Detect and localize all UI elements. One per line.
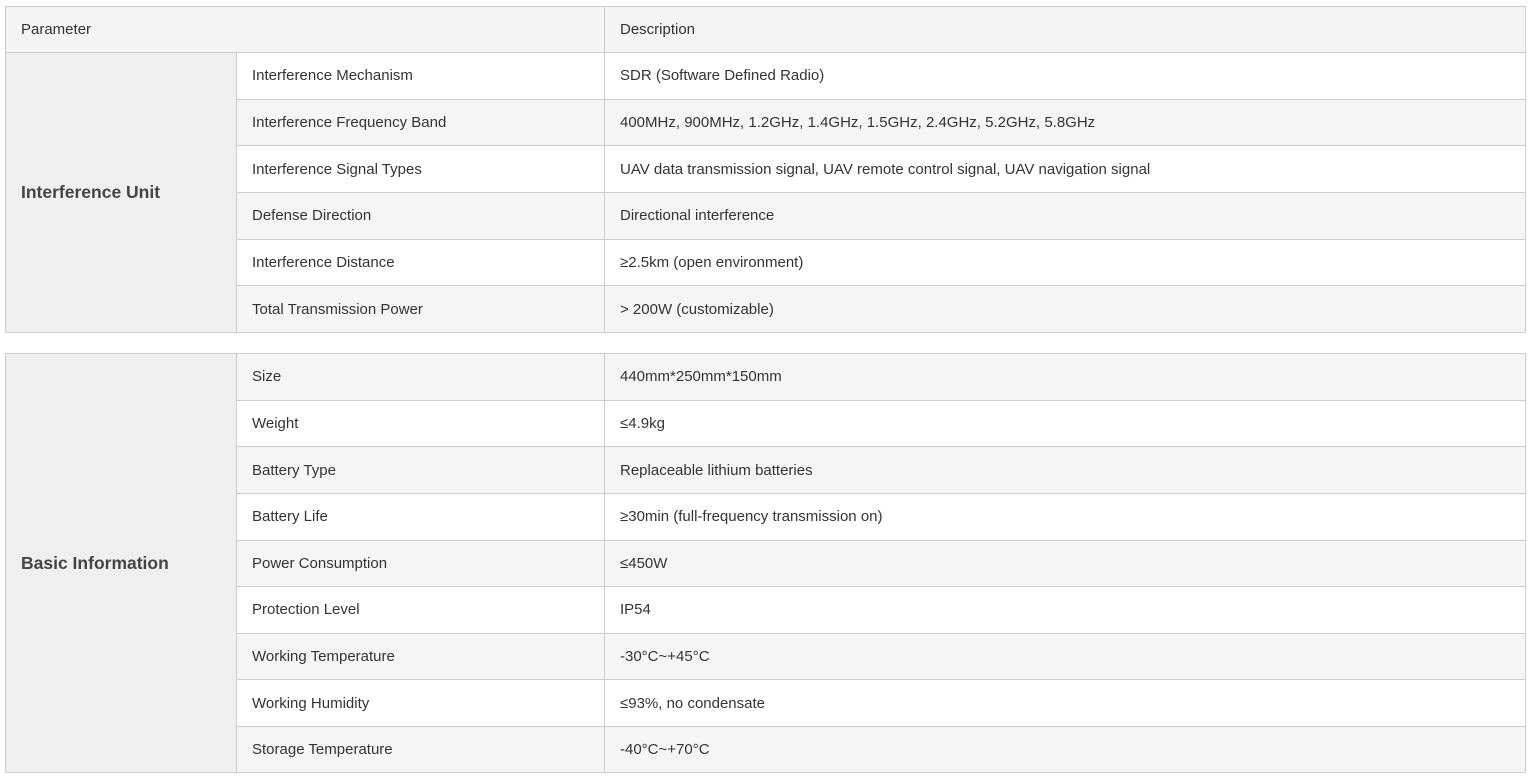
description-header: Description (605, 7, 1526, 53)
desc-cell: ≤4.9kg (605, 400, 1526, 447)
desc-cell: ≥2.5km (open environment) (605, 239, 1526, 286)
desc-cell: IP54 (605, 587, 1526, 634)
desc-cell: Replaceable lithium batteries (605, 447, 1526, 494)
desc-cell: -40°C~+70°C (605, 726, 1526, 773)
table-row (6, 354, 1526, 401)
param-cell: Battery Type (237, 447, 605, 494)
desc-cell: -30°C~+45°C (605, 633, 1526, 680)
param-cell: Battery Life (237, 493, 605, 540)
group-label-basic-information: Basic Information (6, 354, 237, 773)
desc-cell: > 200W (customizable) (605, 286, 1526, 333)
desc-cell: Directional interference (605, 193, 1526, 240)
param-cell: Power Consumption (237, 540, 605, 587)
param-cell: Interference Distance (237, 239, 605, 286)
param-cell: Defense Direction (237, 193, 605, 240)
param-cell: Interference Mechanism (237, 53, 605, 100)
desc-cell: ≤450W (605, 540, 1526, 587)
desc-cell: UAV data transmission signal, UAV remote control signal, UAV navigation signal (605, 146, 1526, 193)
param-cell: Working Humidity (237, 680, 605, 727)
param-cell: Storage Temperature (237, 726, 605, 773)
spec-tables (5, 6, 1525, 773)
param-cell: Interference Frequency Band (237, 99, 605, 146)
param-cell: Size (237, 354, 605, 401)
desc-cell: ≥30min (full-frequency transmission on) (605, 493, 1526, 540)
param-cell: Working Temperature (237, 633, 605, 680)
basic-information-table (5, 353, 1526, 773)
param-cell: Interference Signal Types (237, 146, 605, 193)
table-gap (5, 333, 1525, 353)
table-row (6, 53, 1526, 100)
desc-cell: 440mm*250mm*150mm (605, 354, 1526, 401)
desc-cell: ≤93%, no condensate (605, 680, 1526, 727)
group-label-interference-unit: Interference Unit (6, 53, 237, 333)
param-cell: Protection Level (237, 587, 605, 634)
table-header-row (6, 7, 1526, 53)
parameter-header: Parameter (6, 7, 605, 53)
desc-cell: SDR (Software Defined Radio) (605, 53, 1526, 100)
desc-cell: 400MHz, 900MHz, 1.2GHz, 1.4GHz, 1.5GHz, 2.4GHz, 5.2GHz, 5.8GHz (605, 99, 1526, 146)
interference-unit-table (5, 6, 1526, 333)
param-cell: Total Transmission Power (237, 286, 605, 333)
param-cell: Weight (237, 400, 605, 447)
